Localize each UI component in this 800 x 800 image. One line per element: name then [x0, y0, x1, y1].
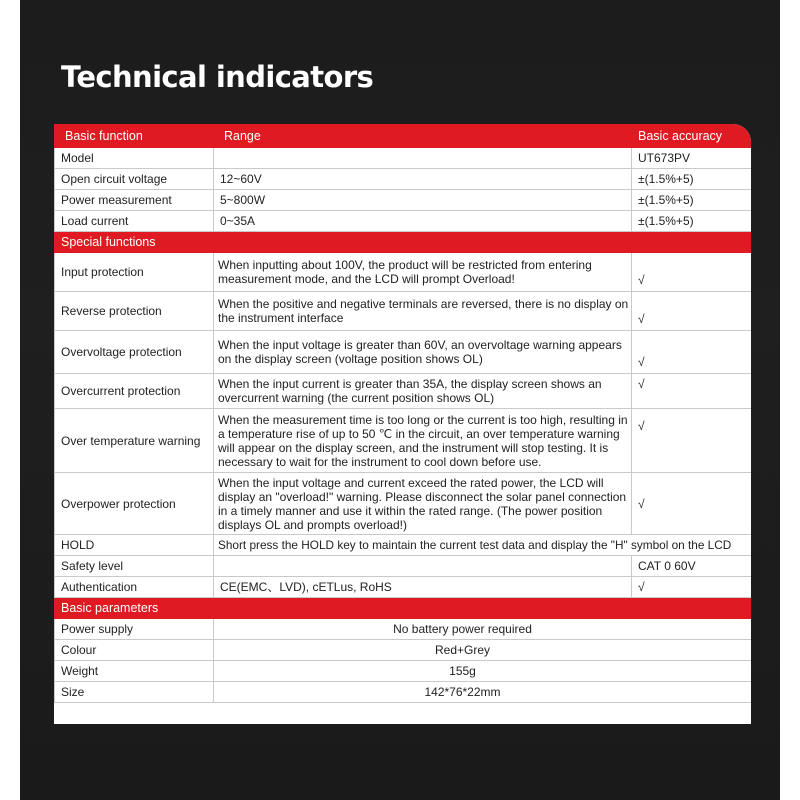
check-mark: √: [632, 577, 752, 598]
row-function: Authentication: [55, 577, 214, 598]
row-function: Safety level: [55, 556, 214, 577]
section-title: Special functions: [55, 232, 752, 253]
param-value: 155g: [214, 661, 752, 682]
row-function: Reverse protection: [55, 292, 214, 331]
row-accuracy: ±(1.5%+5): [632, 211, 752, 232]
row-function: HOLD: [55, 535, 214, 556]
param-label: Power supply: [55, 619, 214, 640]
table-row: [55, 169, 752, 190]
row-accuracy: ±(1.5%+5): [632, 169, 752, 190]
spec-table: [54, 124, 751, 703]
section-header-special-functions: [55, 232, 752, 253]
row-description: When the input voltage is greater than 60V, an overvoltage warning appears on the display screen (voltage position shows OL): [214, 331, 632, 374]
param-value: Red+Grey: [214, 640, 752, 661]
row-accuracy: ±(1.5%+5): [632, 190, 752, 211]
row-description: When the input current is greater than 35A, the display screen shows an overcurrent warning (the current position shows OL): [214, 374, 632, 409]
row-range: [214, 556, 632, 577]
table-row: [55, 661, 752, 682]
table-row: [55, 409, 752, 473]
row-function: Over temperature warning: [55, 409, 214, 473]
param-label: Weight: [55, 661, 214, 682]
check-mark: √: [632, 473, 752, 535]
param-label: Size: [55, 682, 214, 703]
row-description: When the input voltage and current exceed the rated power, the LCD will display an "overload!" warning. Please disconnect the solar panel connection in a timely manner and use it within the rated range. (The power position displays OL and prompts overload!): [214, 473, 632, 535]
check-mark: √: [632, 253, 752, 292]
row-function: Model: [55, 148, 214, 169]
table-row: [55, 253, 752, 292]
table-header-row: [55, 125, 752, 148]
page-title: Technical indicators: [61, 60, 374, 94]
row-description: Short press the HOLD key to maintain the current test data and display the "H" symbol on the LCD: [214, 535, 752, 556]
table-row-safety: [55, 556, 752, 577]
row-range: 12~60V: [214, 169, 632, 190]
table-row: [55, 148, 752, 169]
row-function: Open circuit voltage: [55, 169, 214, 190]
table-row-authentication: [55, 577, 752, 598]
table-row: [55, 331, 752, 374]
row-range: [214, 148, 632, 169]
table-row: [55, 374, 752, 409]
row-accuracy: UT673PV: [632, 148, 752, 169]
param-label: Colour: [55, 640, 214, 661]
section-title: Basic parameters: [55, 598, 752, 619]
table-row: [55, 473, 752, 535]
table-row: [55, 640, 752, 661]
table-row: [55, 211, 752, 232]
check-mark: √: [632, 409, 752, 473]
table-row: [55, 619, 752, 640]
row-range: 0~35A: [214, 211, 632, 232]
row-function: Overpower protection: [55, 473, 214, 535]
table-row: [55, 682, 752, 703]
header-basic-accuracy: Basic accuracy: [632, 125, 752, 148]
param-value: No battery power required: [214, 619, 752, 640]
table-row-hold: [55, 535, 752, 556]
check-mark: √: [632, 374, 752, 409]
row-description: When the positive and negative terminals are reversed, there is no display on the instrument interface: [214, 292, 632, 331]
row-function: Overvoltage protection: [55, 331, 214, 374]
row-function: Load current: [55, 211, 214, 232]
table-row: [55, 292, 752, 331]
check-mark: √: [632, 331, 752, 374]
param-value: 142*76*22mm: [214, 682, 752, 703]
section-header-basic-parameters: [55, 598, 752, 619]
spec-table-card: [54, 124, 751, 724]
row-description: When the measurement time is too long or the current is too high, resulting in a temperature rise of up to 50 ℃ in the circuit, an over temperature warning will appear on the display screen, and the instrument will stop testing. It is necessary to wait for the instrument to cool down before use.: [214, 409, 632, 473]
header-range: Range: [214, 125, 632, 148]
row-value: CAT 0 60V: [632, 556, 752, 577]
table-row: [55, 190, 752, 211]
check-mark: √: [632, 292, 752, 331]
header-basic-function: Basic function: [55, 125, 214, 148]
row-range: 5~800W: [214, 190, 632, 211]
row-function: Overcurrent protection: [55, 374, 214, 409]
row-function: Power measurement: [55, 190, 214, 211]
row-function: Input protection: [55, 253, 214, 292]
row-description: When inputting about 100V, the product will be restricted from entering measurement mode, and the LCD will prompt Overload!: [214, 253, 632, 292]
row-range: CE(EMC、LVD), cETLus, RoHS: [214, 577, 632, 598]
